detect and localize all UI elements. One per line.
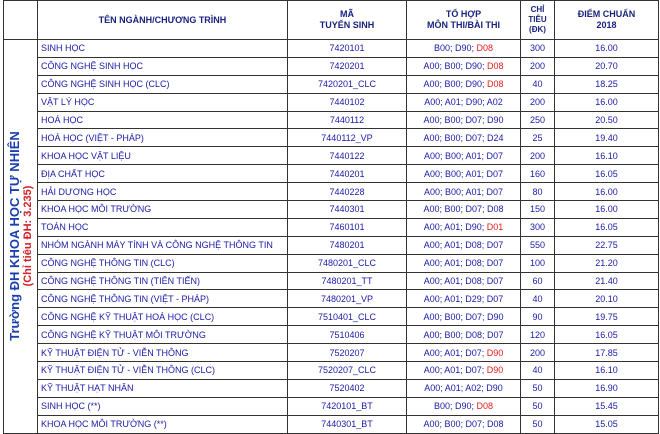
admission-table-wrapper (3, 0, 658, 434)
subject-combo-cell (407, 57, 521, 75)
school-side-label (4, 40, 38, 434)
program-code-cell: 7440301_BT (288, 415, 407, 433)
table-row (4, 218, 659, 236)
program-name-cell: KHOA HỌC MÔI TRƯỜNG (38, 201, 288, 219)
subject-combo-text: B00; D90; (433, 401, 477, 412)
table-row (4, 93, 659, 111)
subject-combo-highlight: D08 (476, 43, 494, 54)
subject-combo-cell (407, 201, 521, 219)
subject-combo-highlight: D90 (486, 347, 504, 358)
subject-combo-cell (407, 183, 521, 201)
program-code-cell: 7510406 (288, 326, 407, 344)
program-code-cell: 7420201 (288, 57, 407, 75)
header-row (4, 1, 659, 40)
subject-combo-text: A00; B00; D08; D07 (423, 329, 504, 340)
quota-cell: 300 (521, 40, 555, 58)
program-name-cell: KỸ THUẬT ĐIỆN TỬ - VIỄN THÔNG (CLC) (38, 362, 288, 380)
subject-combo-cell (407, 40, 521, 58)
subject-combo-text: A00; B00; A01; D07 (423, 186, 504, 197)
subject-combo-cell (407, 254, 521, 272)
quota-cell: 80 (521, 183, 555, 201)
quota-cell: 200 (521, 147, 555, 165)
quota-cell: 300 (521, 218, 555, 236)
table-row (4, 201, 659, 219)
program-name-cell: SINH HỌC (38, 40, 288, 58)
cutoff-score-cell: 16.05 (555, 326, 659, 344)
cutoff-score-cell: 16.00 (555, 40, 659, 58)
cutoff-score-cell: 19.75 (555, 308, 659, 326)
subject-combo-cell (407, 129, 521, 147)
program-name-cell: SINH HỌC (**) (38, 397, 288, 415)
program-name-cell: CÔNG NGHỆ THÔNG TIN (CLC) (38, 254, 288, 272)
quota-cell: 25 (521, 129, 555, 147)
program-name-cell: HẢI DƯƠNG HỌC (38, 183, 288, 201)
header-score (555, 1, 659, 40)
program-code-cell: 7520207 (288, 344, 407, 362)
quota-cell: 50 (521, 379, 555, 397)
table-row (4, 326, 659, 344)
program-code-cell: 7440201 (288, 165, 407, 183)
subject-combo-cell (407, 397, 521, 415)
program-name-cell: KHOA HỌC VẬT LIỆU (38, 147, 288, 165)
subject-combo-cell (407, 308, 521, 326)
subject-combo-cell (407, 344, 521, 362)
subject-combo-cell (407, 415, 521, 433)
program-code-cell: 7480201 (288, 236, 407, 254)
cutoff-score-cell: 19.40 (555, 129, 659, 147)
quota-cell: 90 (521, 308, 555, 326)
quota-cell: 50 (521, 415, 555, 433)
table-row (4, 362, 659, 380)
subject-combo-cell (407, 326, 521, 344)
cutoff-score-cell: 21.40 (555, 272, 659, 290)
quota-cell: 40 (521, 290, 555, 308)
program-name-cell: TOÁN HỌC (38, 218, 288, 236)
table-row (4, 147, 659, 165)
header-code-line1: MÃ (340, 9, 354, 19)
quota-cell: 100 (521, 254, 555, 272)
program-name-cell: CÔNG NGHỆ THÔNG TIN (TIÊN TIẾN) (38, 272, 288, 290)
table-row (4, 40, 659, 58)
subject-combo-highlight: D08 (476, 401, 494, 412)
program-name-cell: VẬT LÝ HỌC (38, 93, 288, 111)
header-score-line1: ĐIỂM CHUẨN (577, 9, 636, 19)
header-quota-line3: (ĐK) (529, 25, 546, 34)
table-row (4, 272, 659, 290)
subject-combo-text: A00; A01; D08; D07 (423, 240, 504, 251)
program-name-cell: NHÓM NGÀNH MÁY TÍNH VÀ CÔNG NGHỆ THÔNG TIN (38, 236, 288, 254)
quota-cell: 200 (521, 93, 555, 111)
header-code (288, 1, 407, 40)
subject-combo-text: A00; B00; A01; D07 (423, 150, 504, 161)
quota-cell: 40 (521, 362, 555, 380)
cutoff-score-cell: 16.00 (555, 201, 659, 219)
cutoff-score-cell: 20.50 (555, 111, 659, 129)
program-name-cell: KỸ THUẬT ĐIỆN TỬ - VIỄN THÔNG (38, 344, 288, 362)
program-name-cell: CÔNG NGHỆ SINH HỌC (CLC) (38, 75, 288, 93)
quota-cell: 40 (521, 75, 555, 93)
subject-combo-text: A00; A01; A02; D90 (424, 383, 503, 394)
table-row (4, 254, 659, 272)
program-code-cell: 7520207_CLC (288, 362, 407, 380)
subject-combo-cell (407, 290, 521, 308)
subject-combo-highlight: D90 (486, 365, 504, 376)
subject-combo-text: A00; A01; D07; (423, 365, 487, 376)
quota-cell: 150 (521, 201, 555, 219)
quota-cell: 250 (521, 111, 555, 129)
program-name-cell: KỸ THUẬT HẠT NHÂN (38, 379, 288, 397)
quota-cell: 200 (521, 344, 555, 362)
subject-combo-cell (407, 93, 521, 111)
table-row (4, 344, 659, 362)
table-row (4, 183, 659, 201)
program-name-cell: HOÁ HỌC (VIỆT - PHÁP) (38, 129, 288, 147)
program-name-cell: KHOA HỌC MÔI TRƯỜNG (**) (38, 415, 288, 433)
table-row (4, 111, 659, 129)
quota-cell: 160 (521, 165, 555, 183)
subject-combo-text: A00; A01; D07; (423, 347, 487, 358)
subject-combo-text: A00; B00; D07; D08 (423, 419, 504, 430)
cutoff-score-cell: 15.05 (555, 415, 659, 433)
subject-combo-text: A00; B00; A01; D07 (423, 168, 504, 179)
subject-combo-text: A00; A01; D08; D07 (423, 276, 504, 287)
table-row (4, 415, 659, 433)
quota-cell: 120 (521, 326, 555, 344)
program-code-cell: 7440112_VP (288, 129, 407, 147)
subject-combo-highlight: D08 (487, 61, 504, 72)
header-blank (4, 1, 38, 40)
subject-combo-cell (407, 147, 521, 165)
subject-combo-text: A00; B00; D07; D08 (423, 204, 504, 215)
cutoff-score-cell: 21.20 (555, 254, 659, 272)
program-name-cell: CÔNG NGHỆ KỸ THUẬT MÔI TRƯỜNG (38, 326, 288, 344)
quota-cell: 200 (521, 57, 555, 75)
program-code-cell: 7460101 (288, 218, 407, 236)
subject-combo-cell (407, 379, 521, 397)
cutoff-score-cell: 16.05 (555, 218, 659, 236)
program-name-cell: CÔNG NGHỆ THÔNG TIN (VIỆT - PHÁP) (38, 290, 288, 308)
program-code-cell: 7480201_TT (288, 272, 407, 290)
header-quota-line1: CHỈ (530, 5, 545, 14)
subject-combo-highlight: D01 (486, 222, 504, 233)
table-row (4, 129, 659, 147)
subject-combo-text: A00; B00; D90; (423, 61, 488, 72)
table-row (4, 397, 659, 415)
quota-cell: 50 (521, 397, 555, 415)
table-row (4, 379, 659, 397)
subject-combo-text: A00; A01; D08; D07 (423, 258, 504, 269)
cutoff-score-cell: 16.05 (555, 165, 659, 183)
table-body (4, 40, 659, 434)
subject-combo-cell (407, 165, 521, 183)
program-name-cell: CÔNG NGHỆ SINH HỌC (38, 57, 288, 75)
table-row (4, 290, 659, 308)
subject-combo-text: A00; B00; D07; D90 (423, 311, 504, 322)
program-code-cell: 7480201_VP (288, 290, 407, 308)
header-quota-line2: TIÊU (528, 15, 547, 24)
subject-combo-highlight: D08 (487, 79, 504, 90)
subject-combo-text: A00; B00; D07; D90 (423, 115, 504, 125)
quota-cell: 550 (521, 236, 555, 254)
cutoff-score-cell: 16.10 (555, 362, 659, 380)
cutoff-score-cell: 16.10 (555, 147, 659, 165)
subject-combo-text: A00; A01; D90; A02 (424, 97, 503, 108)
header-combo-line1: TỔ HỢP (445, 9, 482, 19)
program-name-cell: HOÁ HỌC (38, 111, 288, 129)
header-code-line2: TUYỂN SINH (319, 20, 375, 30)
table-row (4, 308, 659, 326)
subject-combo-cell (407, 362, 521, 380)
program-code-cell: 7420101 (288, 40, 407, 58)
program-code-cell: 7440228 (288, 183, 407, 201)
program-code-cell: 7440102 (288, 93, 407, 111)
subject-combo-cell (407, 111, 521, 129)
subject-combo-cell (407, 218, 521, 236)
header-quota (521, 1, 555, 40)
table-row (4, 236, 659, 254)
subject-combo-text: A00; A01; D29; D07 (423, 293, 504, 304)
school-quota: (Chỉ tiêu ĐH: 3.235) (21, 185, 34, 287)
cutoff-score-cell: 16.90 (555, 379, 659, 397)
subject-combo-text: A00; B00; D07; D24 (423, 132, 504, 143)
cutoff-score-cell: 16.00 (555, 93, 659, 111)
program-name-cell: CÔNG NGHỆ KỸ THUẬT HOÁ HỌC (CLC) (38, 308, 288, 326)
cutoff-score-cell: 18.25 (555, 75, 659, 93)
cutoff-score-cell: 15.45 (555, 397, 659, 415)
cutoff-score-cell: 17.85 (555, 344, 659, 362)
subject-combo-cell (407, 236, 521, 254)
program-code-cell: 7420201_CLC (288, 75, 407, 93)
cutoff-score-cell: 22.75 (555, 236, 659, 254)
cutoff-score-cell: 20.10 (555, 290, 659, 308)
school-name: Trường ĐH KHOA HỌC TỰ NHIÊN (6, 131, 22, 342)
table-row (4, 165, 659, 183)
program-name-cell: ĐỊA CHẤT HỌC (38, 165, 288, 183)
program-code-cell: 7480201_CLC (288, 254, 407, 272)
program-code-cell: 7510401_CLC (288, 308, 407, 326)
program-code-cell: 7440301 (288, 201, 407, 219)
program-code-cell: 7520402 (288, 379, 407, 397)
subject-combo-cell (407, 272, 521, 290)
table-row (4, 75, 659, 93)
header-combo-line2: MÔN THI/BÀI THI (427, 20, 500, 30)
table-row (4, 57, 659, 75)
quota-cell: 60 (521, 272, 555, 290)
cutoff-score-cell: 16.00 (555, 183, 659, 201)
subject-combo-cell (407, 75, 521, 93)
subject-combo-text: A00; B00; D90; (423, 79, 488, 90)
header-score-line2: 2018 (596, 20, 617, 30)
subject-combo-text: A00; A01; D90; (423, 222, 487, 233)
school-side-text (7, 132, 35, 342)
subject-combo-text: B00; D90; (433, 43, 477, 54)
admission-scores-table (3, 0, 659, 434)
header-program: TÊN NGÀNH/CHƯƠNG TRÌNH (38, 1, 288, 40)
header-combo (407, 1, 521, 40)
program-code-cell: 7420101_BT (288, 397, 407, 415)
program-code-cell: 7440112 (288, 111, 407, 129)
program-code-cell: 7440122 (288, 147, 407, 165)
cutoff-score-cell: 20.70 (555, 57, 659, 75)
